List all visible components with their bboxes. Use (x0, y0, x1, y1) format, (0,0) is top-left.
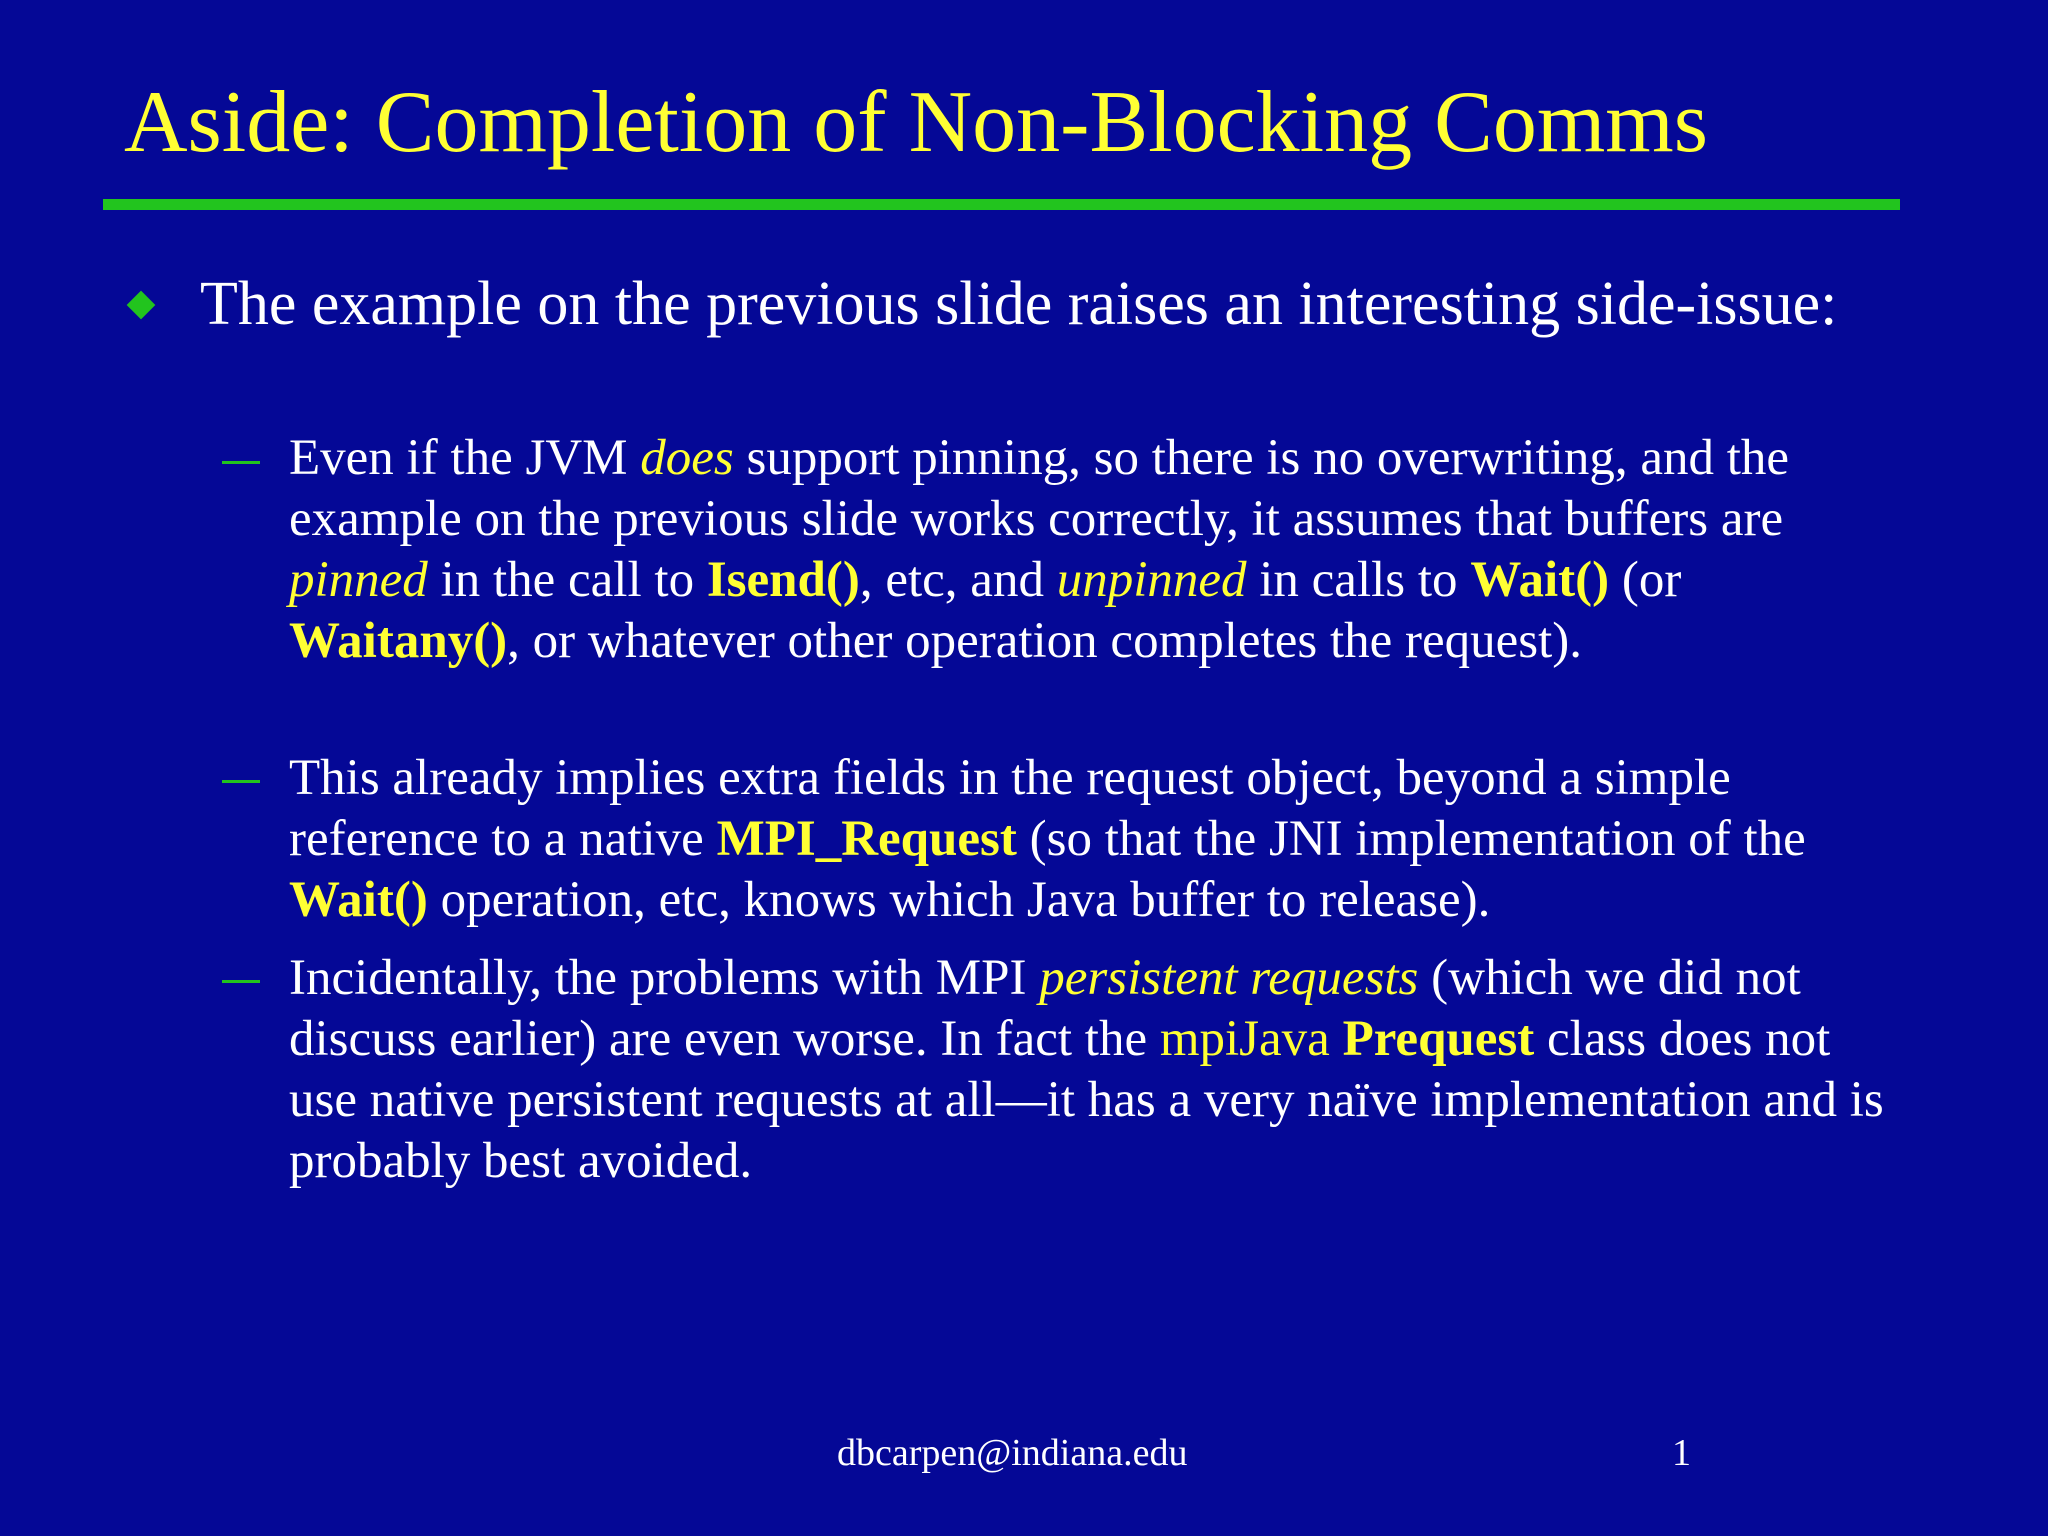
title-divider (103, 199, 1900, 210)
sub1-text-a: Even if the JVM (289, 430, 641, 486)
sub3-text-b: (which we did not discuss earlier) are even worse. In fact the (289, 950, 1801, 1067)
sub-bullet-1 (289, 428, 1909, 672)
sub2-code-wait: Wait() (289, 872, 428, 928)
sub1-emph-pinned: pinned (289, 552, 428, 608)
sub1-text-c: in the call to (427, 552, 707, 608)
sub1-code-wait: Wait() (1470, 552, 1610, 608)
sub1-code-waitany: Waitany() (289, 613, 508, 669)
main-bullet-text: The example on the previous slide raises an interesting side-issue: (200, 270, 1838, 338)
dash-bullet-icon (222, 980, 260, 983)
page-number: 1 (1672, 1432, 1691, 1474)
sub1-text-b: support pinning, so there is no overwriting, and the example on the previous slide works correctly, it assumes that buffers are (289, 430, 1790, 547)
sub1-text-d: , etc, and (859, 552, 1057, 608)
sub-bullet-2 (289, 748, 1909, 931)
sub-bullet-3 (289, 948, 1909, 1192)
dash-bullet-icon (222, 780, 260, 783)
dash-bullet-icon (222, 461, 260, 464)
sub2-text-b: (so that the JNI implementation of the (1016, 811, 1806, 867)
sub1-text-f: (or (1609, 552, 1682, 608)
sub3-emph-persistent: persistent requests (1039, 950, 1419, 1006)
sub3-text-c: class does not use native persistent requests at all—it has a very naïve implementation and is probably best avoided. (289, 1011, 1884, 1189)
sub1-text-g: , or whatever other operation completes the request). (507, 613, 1583, 669)
sub2-code-mpi-request: MPI_Request (716, 811, 1017, 867)
slide-title: Aside: Completion of Non-Blocking Comms (124, 74, 1708, 171)
sub3-mpijava: mpiJava (1159, 1011, 1330, 1067)
sub2-text-c: operation, etc, knows which Java buffer to release). (427, 872, 1491, 928)
footer-email: dbcarpen@indiana.edu (837, 1432, 1188, 1474)
sub3-space (1330, 1011, 1343, 1067)
sub1-emph-unpinned: unpinned (1056, 552, 1247, 608)
sub1-text-e: in calls to (1246, 552, 1471, 608)
sub1-emph-does: does (640, 430, 734, 486)
sub3-text-a: Incidentally, the problems with MPI (289, 950, 1040, 1006)
sub2-text-a: This already implies extra fields in the request object, beyond a simple reference to a native (289, 750, 1731, 867)
sub1-code-isend: Isend() (706, 552, 860, 608)
sub3-code-prequest: Prequest (1342, 1011, 1535, 1067)
diamond-bullet-icon (127, 291, 156, 320)
